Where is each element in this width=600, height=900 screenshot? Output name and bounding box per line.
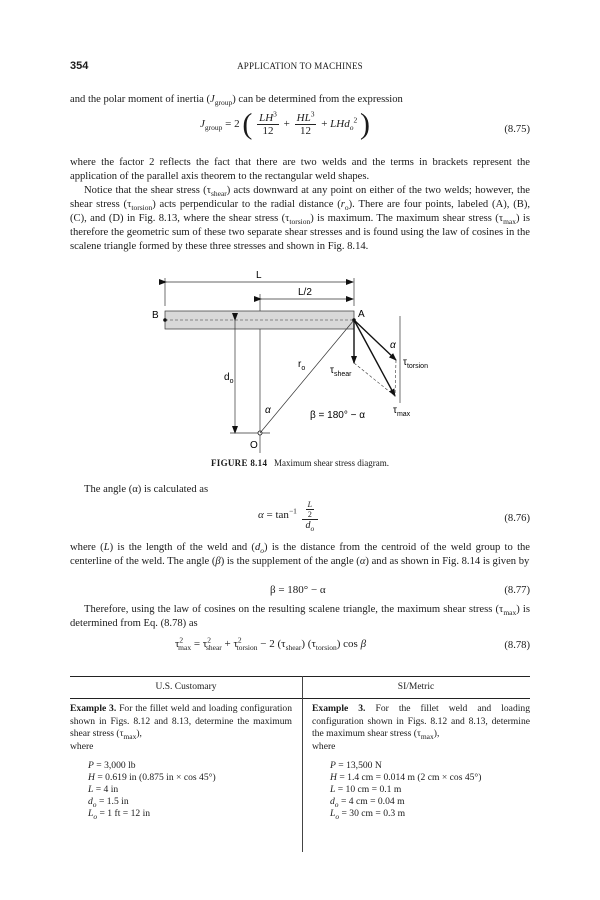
label-tau-shear: $\tau_{shear}$ [330,365,352,378]
label-alpha-bottom: α [265,405,271,416]
si-given-lo: $L_o = 30$ cm = 0.3 m [330,808,406,821]
table-column-divider [302,676,303,852]
label-l: L [256,270,262,281]
tau-max-vector [354,320,395,396]
dashed-torsion-to-max [395,360,396,396]
label-ro: $r_o$ [298,359,306,372]
table-top-rule [70,676,530,677]
si-column-header: SI/Metric [397,682,435,692]
si-given-h: H = 1.4 cm = 0.014 m (2 cm × cos 45°) [330,772,482,783]
label-do: $d_o$ [224,372,234,385]
label-l2: L/2 [298,287,312,298]
equation-number-8-78: (8.78) [504,640,530,651]
equation-number-8-76: (8.76) [504,513,530,524]
si-given-l: L = 10 cm = 0.1 m [330,784,402,795]
figure-caption: FIGURE 8.14 Maximum shear stress diagram. [210,458,390,468]
shear-paragraph: Notice that the shear stress $(\tau_{shear})$ acts downward at any point on either of the two welds; however, the shear stress $(\tau_{torsion})$ acts perpendicular to the radial distance $(r_o)$. There are four points, labeled (A), (B), (C), and (D) in Fig. 8.13, where the shear stress $(\tau_{torsion})$ is maximum. The maximum shear stress $(\tau_{max})$ is therefore the geometric sum of these two separate shear stresses and is found using the law of cosines in the scalene triangle formed by these three stresses and shown in Fig. 8.14. [70,185,530,252]
us-given-lo: $L_o = 1$ ft = 12 in [88,808,151,821]
label-alpha-top: α [390,340,396,351]
si-example-text: Example 3. For the fillet weld and loading configuration shown in Figs. 8.12 and 8.13, determine the maximum shear stress $(\tau_{max})$, where [312,703,530,752]
equation-8-76: $\alpha = \tan^{-1}$ $\frac{\frac{L}{2}}{d_o}$ [258,500,320,531]
figure-8-14-diagram [140,268,450,468]
angle-intro: The angle (α) is calculated as [84,484,209,495]
length-paragraph: where (L) is the length of the weld and $(d_o)$ is the distance from the centroid of the weld group to the centerline of the weld. The angle (β) is the supplement of the angle (α) and as shown in Fig. 8.14 is given by [70,542,531,567]
us-example-text: Example 3. For the fillet weld and loading configuration shown in Figs. 8.12 and 8.13, determine the maximum shear stress $(\tau_{max})$, where [70,703,293,752]
us-column-header: U.S. Customary [155,682,217,692]
label-tau-torsion: $\tau_{torsion}$ [403,357,428,370]
running-title: APPLICATION TO MACHINES [237,61,363,71]
equation-8-78: $\tau^2_{max} = \tau^2_{shear} + \tau^2_{torsion} - 2$ $(\tau_{shear})$ $(\tau_{torsion})$ cos β [175,635,367,653]
label-tau-max: $\tau_{max}$ [393,405,411,418]
us-given-h: H = 0.619 in (0.875 in × cos 45°) [88,772,216,783]
factor-paragraph: where the factor 2 reflects the fact that there are two welds and the terms in brackets represent the application of the parallel axis theorem to the rectangular weld shapes. [70,157,530,182]
label-beta: β = 180° − α [310,410,366,421]
point-b [163,318,167,322]
equation-8-75: $J_{group} = 2$ ( $\frac{LH^3}{12}$ + $\frac{HL^3}{12}$ + LHd$_o^2$ ) [200,107,370,141]
si-given-p: P = 13,500 N [330,760,382,771]
dashed-shear-to-max [354,363,395,396]
us-given-l: L = 4 in [88,784,119,795]
si-given-do: $d_o = 4$ cm = 0.04 m [330,796,405,809]
us-given-p: P = 3,000 lb [88,760,136,771]
us-given-do: $d_o = 1.5$ in [88,796,129,809]
law-of-cosines-paragraph: Therefore, using the law of cosines on the resulting scalene triangle, the maximum shear stress $(\tau_{max})$ is determined from Eq. (8.78) as [70,604,530,629]
equation-8-77: β = 180° − α [270,584,326,596]
us-given-values [88,760,216,820]
label-o: O [250,440,258,451]
label-a: A [358,309,365,320]
si-given-values [330,760,481,820]
table-header-rule [70,698,530,699]
page-number: 354 [70,60,89,72]
intro-paragraph: and the polar moment of inertia $(J_{group})$ can be determined from the expression [70,94,403,108]
equation-number-8-75: (8.75) [504,124,530,135]
equation-number-8-77: (8.77) [504,585,530,596]
label-b: B [152,310,159,321]
